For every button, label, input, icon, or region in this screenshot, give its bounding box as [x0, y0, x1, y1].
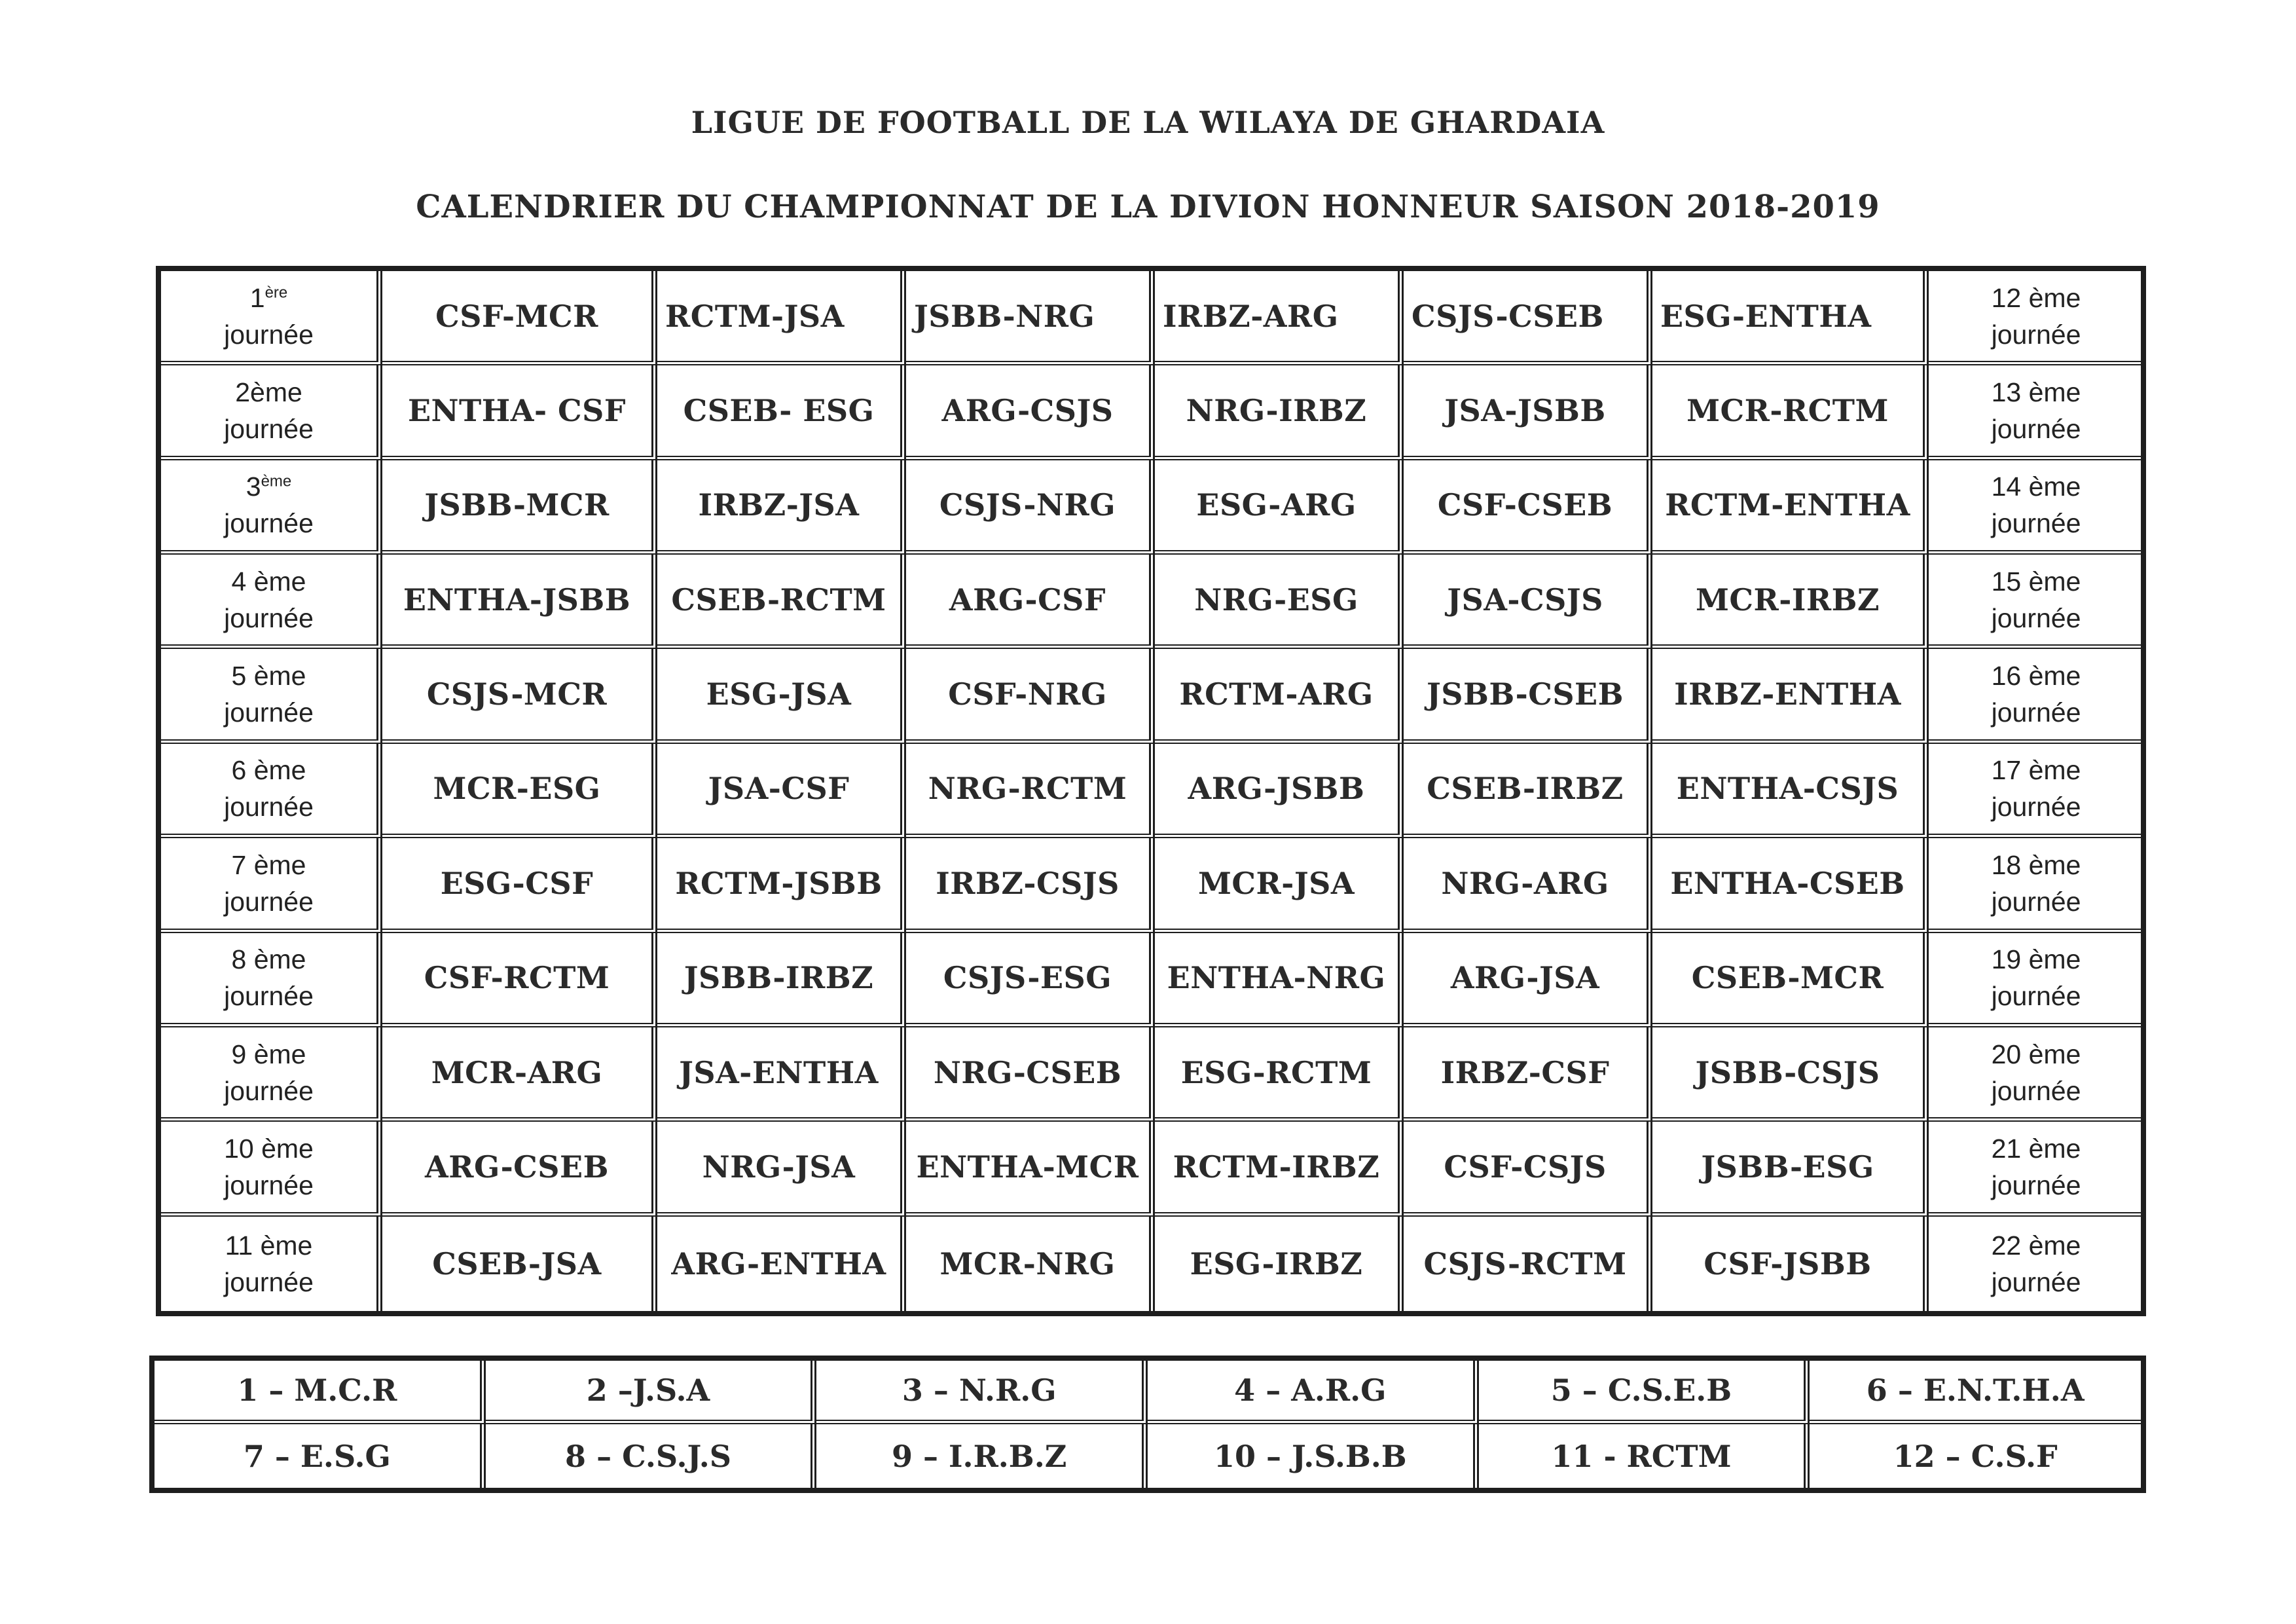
match-cell: JSA-CSF — [657, 744, 906, 838]
match-cell: ENTHA-CSJS — [1652, 744, 1929, 838]
journee-cell-aller — [161, 649, 382, 743]
match-cell: CSJS-MCR — [382, 649, 657, 743]
match-cell: CSEB- ESG — [657, 365, 906, 460]
match-cell: ENTHA-JSBB — [382, 555, 657, 649]
match-cell: JSA-CSJS — [1404, 555, 1652, 649]
journee-cell-aller — [161, 555, 382, 649]
match-cell: CSJS-NRG — [906, 460, 1155, 555]
match-cell: ARG-JSA — [1404, 933, 1652, 1027]
journee-number-text: 22 ème — [1991, 1230, 2081, 1261]
match-cell: JSBB-CSEB — [1404, 649, 1652, 743]
match-cell: RCTM-JSA — [657, 271, 906, 365]
match-cell: ENTHA-MCR — [906, 1122, 1155, 1216]
team-legend-item: 9 – I.R.B.Z — [816, 1424, 1148, 1488]
journee-number-text: 2ème — [235, 377, 302, 408]
journee-number-text: 7 ème — [231, 849, 306, 880]
journee-word: journée — [224, 697, 314, 728]
journee-cell-retour — [1929, 365, 2143, 460]
journee-number-text: 3 — [246, 471, 261, 502]
journee-cell-aller — [161, 271, 382, 365]
journee-number — [232, 847, 306, 883]
match-cell: MCR-RCTM — [1652, 365, 1929, 460]
match-cell: ARG-CSEB — [382, 1122, 657, 1216]
match-cell: JSA-ENTHA — [657, 1027, 906, 1122]
match-cell: CSF-CSEB — [1404, 460, 1652, 555]
journee-number — [246, 468, 292, 505]
journee-number-text: 18 ème — [1991, 849, 2081, 880]
match-cell: RCTM-ARG — [1155, 649, 1404, 743]
league-title: LIGUE DE FOOTBALL DE LA WILAYA DE GHARDAIA — [691, 105, 1605, 140]
journee-number — [235, 374, 302, 411]
journee-word: journée — [1991, 697, 2081, 728]
journee-word: journée — [1991, 886, 2081, 917]
journee-word: journée — [224, 602, 314, 633]
journee-word: journée — [1991, 1075, 2081, 1106]
journee-number — [224, 1130, 314, 1167]
match-cell: JSA-JSBB — [1404, 365, 1652, 460]
match-cell: CSF-MCR — [382, 271, 657, 365]
journee-cell-aller — [161, 838, 382, 932]
journee-number — [232, 752, 306, 788]
journee-number-suffix: ère — [264, 284, 288, 302]
team-legend-item: 1 – M.C.R — [155, 1361, 486, 1424]
journee-cell-retour — [1929, 649, 2143, 743]
journee-number-text: 14 ème — [1991, 471, 2081, 502]
match-cell: RCTM-ENTHA — [1652, 460, 1929, 555]
match-cell: ENTHA-CSEB — [1652, 838, 1929, 932]
journee-word: journée — [1991, 319, 2081, 350]
team-legend-item: 5 – C.S.E.B — [1479, 1361, 1810, 1424]
match-cell: CSJS-RCTM — [1404, 1217, 1652, 1311]
match-cell: CSF-JSBB — [1652, 1217, 1929, 1311]
journee-word: journée — [224, 508, 314, 539]
match-cell: CSJS-CSEB — [1404, 271, 1652, 365]
journee-number-text: 13 ème — [1991, 377, 2081, 408]
match-cell: CSF-CSJS — [1404, 1122, 1652, 1216]
journee-word: journée — [224, 792, 314, 822]
match-cell: IRBZ-CSJS — [906, 838, 1155, 932]
match-cell: JSBB-ESG — [1652, 1122, 1929, 1216]
journee-number-text: 20 ème — [1991, 1039, 2081, 1069]
match-cell: NRG-ARG — [1404, 838, 1652, 932]
journee-number-text: 21 ème — [1991, 1133, 2081, 1164]
team-legend-item: 8 – C.S.J.S — [486, 1424, 817, 1488]
journee-number-text: 5 ème — [231, 661, 306, 692]
journee-word: journée — [1991, 508, 2081, 539]
match-cell: ESG-JSA — [657, 649, 906, 743]
team-legend-item: 7 – E.S.G — [155, 1424, 486, 1488]
journee-number — [232, 657, 306, 694]
journee-cell-retour — [1929, 1217, 2143, 1311]
match-cell: ARG-JSBB — [1155, 744, 1404, 838]
team-legend-item: 4 – A.R.G — [1148, 1361, 1479, 1424]
journee-number-suffix: ème — [261, 472, 292, 490]
journee-cell-retour — [1929, 933, 2143, 1027]
match-cell: MCR-JSA — [1155, 838, 1404, 932]
journee-cell-aller — [161, 1027, 382, 1122]
journee-word: journée — [224, 319, 314, 350]
match-cell: NRG-RCTM — [906, 744, 1155, 838]
team-legend-item: 11 - RCTM — [1479, 1424, 1810, 1488]
journee-number-text: 12 ème — [1991, 282, 2081, 313]
journee-cell-aller — [161, 744, 382, 838]
journee-number-text: 10 ème — [224, 1133, 314, 1164]
match-cell: CSEB-IRBZ — [1404, 744, 1652, 838]
match-cell: JSBB-CSJS — [1652, 1027, 1929, 1122]
journee-number-text: 4 ème — [231, 566, 306, 597]
match-cell: MCR-ESG — [382, 744, 657, 838]
match-cell: CSEB-JSA — [382, 1217, 657, 1311]
journee-cell-retour — [1929, 838, 2143, 932]
match-cell: NRG-CSEB — [906, 1027, 1155, 1122]
journee-cell-aller — [161, 460, 382, 555]
match-cell: CSEB-MCR — [1652, 933, 1929, 1027]
team-legend-item: 10 – J.S.B.B — [1148, 1424, 1479, 1488]
journee-number — [232, 1036, 306, 1073]
journee-cell-aller — [161, 1217, 382, 1311]
journee-word: journée — [1991, 602, 2081, 633]
journee-number-text: 11 ème — [225, 1230, 313, 1261]
match-cell: ARG-CSJS — [906, 365, 1155, 460]
journee-word: journée — [224, 886, 314, 917]
journee-word: journée — [224, 1170, 314, 1200]
match-cell: ESG-ENTHA — [1652, 271, 1929, 365]
match-cell: CSEB-RCTM — [657, 555, 906, 649]
journee-number-text: 19 ème — [1991, 944, 2081, 975]
journee-cell-retour — [1929, 555, 2143, 649]
match-cell: NRG-JSA — [657, 1122, 906, 1216]
journee-word: journée — [1991, 981, 2081, 1012]
match-cell: IRBZ-JSA — [657, 460, 906, 555]
journee-word: journée — [224, 1075, 314, 1106]
journee-cell-retour — [1929, 460, 2143, 555]
journee-cell-retour — [1929, 1122, 2143, 1216]
team-legend-table — [149, 1356, 2146, 1493]
match-cell: CSJS-ESG — [906, 933, 1155, 1027]
journee-number — [232, 563, 306, 600]
match-cell: ARG-CSF — [906, 555, 1155, 649]
calendar-title: CALENDRIER DU CHAMPIONNAT DE LA DIVION HONNEUR SAISON 2018-2019 — [416, 189, 1880, 225]
match-cell: RCTM-IRBZ — [1155, 1122, 1404, 1216]
match-cell: ESG-IRBZ — [1155, 1217, 1404, 1311]
match-cell: IRBZ-CSF — [1404, 1027, 1652, 1122]
journee-number-text: 8 ème — [231, 944, 306, 975]
match-cell: ENTHA- CSF — [382, 365, 657, 460]
match-cell: CSF-NRG — [906, 649, 1155, 743]
match-cell: NRG-IRBZ — [1155, 365, 1404, 460]
journee-word: journée — [224, 1266, 314, 1297]
journee-word: journée — [1991, 414, 2081, 445]
journee-number — [232, 941, 306, 978]
schedule-table — [156, 266, 2146, 1316]
team-legend-item: 6 – E.N.T.H.A — [1810, 1361, 2141, 1424]
journee-cell-retour — [1929, 271, 2143, 365]
match-cell: MCR-NRG — [906, 1217, 1155, 1311]
journee-number-text: 6 ème — [231, 755, 306, 786]
journee-word: journée — [1991, 792, 2081, 822]
match-cell: IRBZ-ENTHA — [1652, 649, 1929, 743]
journee-cell-retour — [1929, 744, 2143, 838]
journee-word: journée — [1991, 1170, 2081, 1200]
journee-number — [225, 1227, 313, 1264]
match-cell: MCR-IRBZ — [1652, 555, 1929, 649]
journee-word: journée — [224, 414, 314, 445]
match-cell: JSBB-MCR — [382, 460, 657, 555]
journee-word: journée — [1991, 1266, 2081, 1297]
journee-cell-aller — [161, 365, 382, 460]
journee-number-text: 15 ème — [1991, 566, 2081, 597]
journee-number-text: 1 — [249, 282, 265, 313]
match-cell: ENTHA-NRG — [1155, 933, 1404, 1027]
match-cell: NRG-ESG — [1155, 555, 1404, 649]
match-cell: MCR-ARG — [382, 1027, 657, 1122]
journee-cell-aller — [161, 1122, 382, 1216]
match-cell: CSF-RCTM — [382, 933, 657, 1027]
journee-cell-retour — [1929, 1027, 2143, 1122]
team-legend-item: 12 – C.S.F — [1893, 1438, 2058, 1474]
match-cell: ESG-RCTM — [1155, 1027, 1404, 1122]
team-legend-item: 2 –J.S.A — [486, 1361, 817, 1424]
journee-cell-aller — [161, 933, 382, 1027]
match-cell: ARG-ENTHA — [657, 1217, 906, 1311]
journee-number — [250, 280, 288, 316]
match-cell: JSBB-NRG — [906, 271, 1155, 365]
match-cell: JSBB-IRBZ — [657, 933, 906, 1027]
match-cell: ESG-ARG — [1155, 460, 1404, 555]
match-cell: IRBZ-ARG — [1155, 271, 1404, 365]
journee-number-text: 9 ème — [231, 1039, 306, 1069]
journee-number-text: 17 ème — [1991, 755, 2081, 786]
team-legend-item: 3 – N.R.G — [816, 1361, 1148, 1424]
journee-number-text: 16 ème — [1991, 661, 2081, 692]
journee-word: journée — [224, 981, 314, 1012]
match-cell: RCTM-JSBB — [657, 838, 906, 932]
match-cell: ESG-CSF — [382, 838, 657, 932]
